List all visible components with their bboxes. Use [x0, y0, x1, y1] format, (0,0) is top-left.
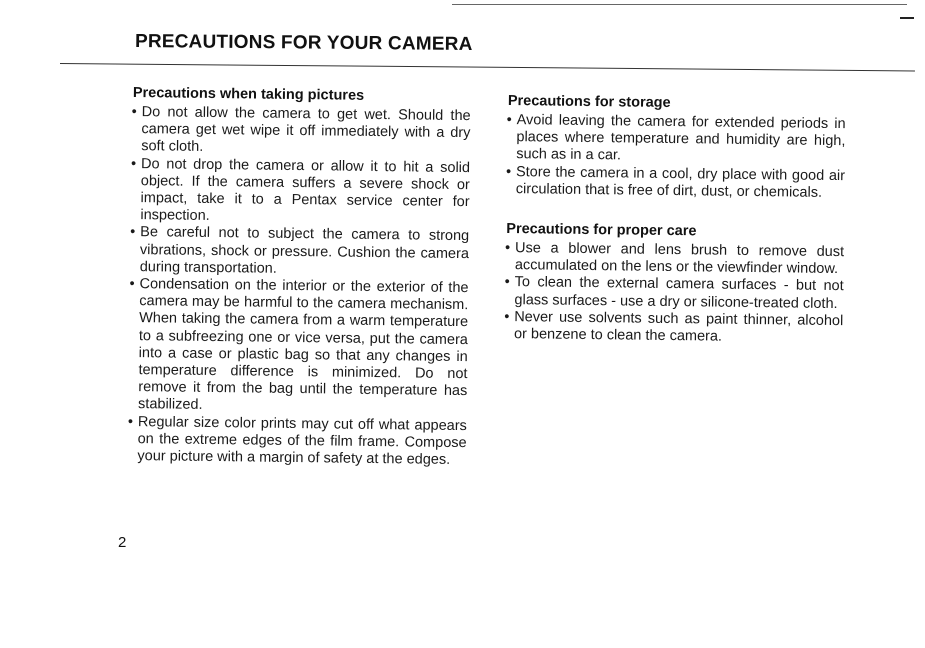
- section-heading: Precautions when taking pictures: [132, 84, 365, 104]
- section-storage: [507, 92, 846, 202]
- left-column: [128, 84, 471, 485]
- bullet-list: [505, 240, 844, 347]
- section-taking-pictures: [128, 84, 471, 469]
- section-heading: Precautions for proper care: [506, 221, 697, 240]
- page-title: PRECAUTIONS FOR YOUR CAMERA: [134, 31, 473, 55]
- bullet-item: • Do not drop the camera or allow it to hit a solid object. If the camera suffers a severe shock or impact, take it to a Pentax service center for inspection.: [131, 156, 470, 229]
- top-edge-mark: [900, 17, 914, 19]
- bullet-item: • Never use solvents such as paint thinner, alcohol or benzene to clean the camera.: [505, 309, 843, 348]
- bullet-item: • Regular size color prints may cut off what appears on the extreme edges of the film frame. Compose your picture with a margin of safety at the edges.: [128, 414, 467, 470]
- bullet-item: • To clean the external camera surfaces - but not glass surfaces - use a dry or silicone-treated cloth.: [505, 274, 843, 313]
- bullet-list: [128, 104, 470, 469]
- bullet-item: • Condensation on the interior or the exterior of the camera may be harmful to the camera mechanism. When taking the camera from a warm temperature to a subfreezing one or vice versa, put the camera into a case or plastic bag so that any changes in temperature difference is minimized. Do not remove it from the bag until the temperature has stabilized.: [129, 276, 469, 418]
- bullet-list: [507, 112, 846, 202]
- right-column: [505, 92, 846, 363]
- title-underline: [60, 63, 915, 71]
- bullet-item: • Use a blower and lens brush to remove dust accumulated on the lens or the viewfinder window.: [506, 240, 844, 279]
- bullet-item: • Store the camera in a cool, dry place with good air circulation that is free of dirt, dust, or chemicals.: [507, 164, 845, 203]
- page-number: 2: [118, 534, 127, 551]
- section-heading: Precautions for storage: [507, 92, 671, 111]
- section-proper-care: [505, 220, 844, 347]
- bullet-item: • Do not allow the camera to get wet. Should the camera get wet wipe it off immediately with a dry soft cloth.: [132, 104, 471, 160]
- bullet-item: • Avoid leaving the camera for extended periods in places where temperature and humidity are high, such as in a car.: [507, 112, 846, 168]
- top-divider-line: [452, 4, 907, 5]
- bullet-item: • Be careful not to subject the camera to strong vibrations, shock or pressure. Cushion the camera during transportation.: [131, 224, 470, 280]
